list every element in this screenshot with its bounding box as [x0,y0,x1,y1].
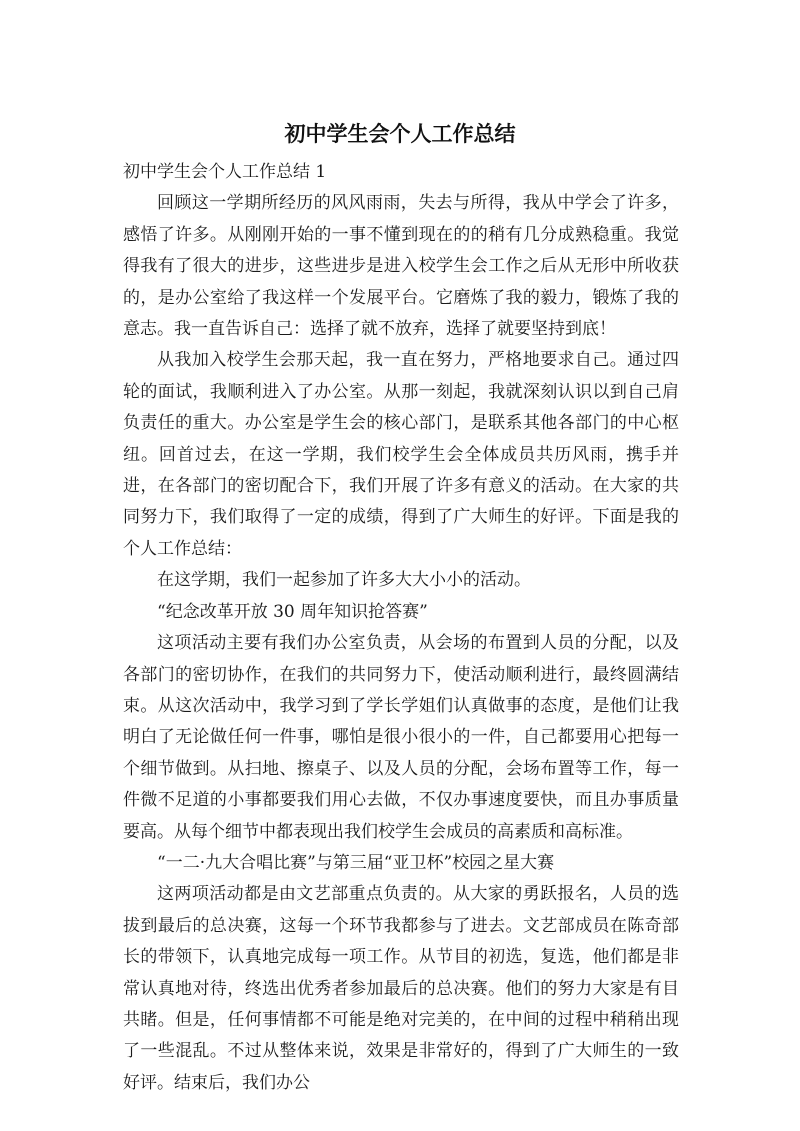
activity-heading: “纪念改革开放 30 周年知识抢答赛” [157,601,428,622]
document-body [123,157,679,1099]
section-heading: 初中学生会个人工作总结 1 [123,162,327,182]
paragraph: 从我加入校学生会那天起，我一直在努力，严格地要求自己。通过四轮的面试，我顺利进入了办公室。从那一刻起，我就深刻认识以到自己肩负责任的重大。办公室是学生会的核心部门，是联系其他各部门的中心枢纽。回首过去，在这一学期，我们校学生会全体成员共历风雨，携手并进，在各部门的密切配合下，我们开展了许多有意义的活动。在大家的共同努力下，我们取得了一定的成绩，得到了广大师生的好评。下面是我的个人工作总结： [123,350,679,559]
paragraph: 回顾这一学期所经历的风风雨雨，失去与所得，我从中学会了许多，感悟了许多。从刚刚开始的一事不懂到现在的的稍有几分成熟稳重。我觉得我有了很大的进步，这些进步是进入校学生会工作之后从无形中所收获的，是办公室给了我这样一个发展平台。它磨炼了我的毅力，锻炼了我的意志。我一直告诉自己：选择了就不放弃，选择了就要坚持到底！ [123,193,679,340]
paragraph: 这项活动主要有我们办公室负责，从会场的布置到人员的分配，以及各部门的密切协作，在我们的共同努力下，使活动顺利进行，最终圆满结束。从这次活动中，我学习到了学长学姐们认真做事的态度，是他们让我明白了无论做任何一件事，哪怕是很小很小的一件，自己都要用心把每一个细节做到。从扫地、擦桌子、以及人员的分配，会场布置等工作，每一件微不足道的小事都要我们用心去做，不仅办事速度要快，而且办事质量要高。从每个细节中都表现出我们校学生会成员的高素质和高标准。 [123,633,679,842]
activity-heading: “一二·九大合唱比赛”与第三届“亚卫杯”校园之星大赛 [157,852,555,873]
paragraph: 这两项活动都是由文艺部重点负责的。从大家的勇跃报名，人员的选拔到最后的总决赛，这每一个环节我都参与了进去。文艺部成员在陈奇部长的带领下，认真地完成每一项工作。从节目的初选，复选，他们都是非常认真地对待，终选出优秀者参加最后的总决赛。他们的努力大家是有目共睹。但是，任何事情都不可能是绝对完美的，在中间的过程中稍稍出现了一些混乱。不过从整体来说，效果是非常好的，得到了广大师生的一致好评。结束后，我们办公 [123,884,679,1093]
document-title: 初中学生会个人工作总结 [284,122,516,146]
paragraph: 在这学期，我们一起参加了许多大大小小的活动。 [157,570,531,591]
